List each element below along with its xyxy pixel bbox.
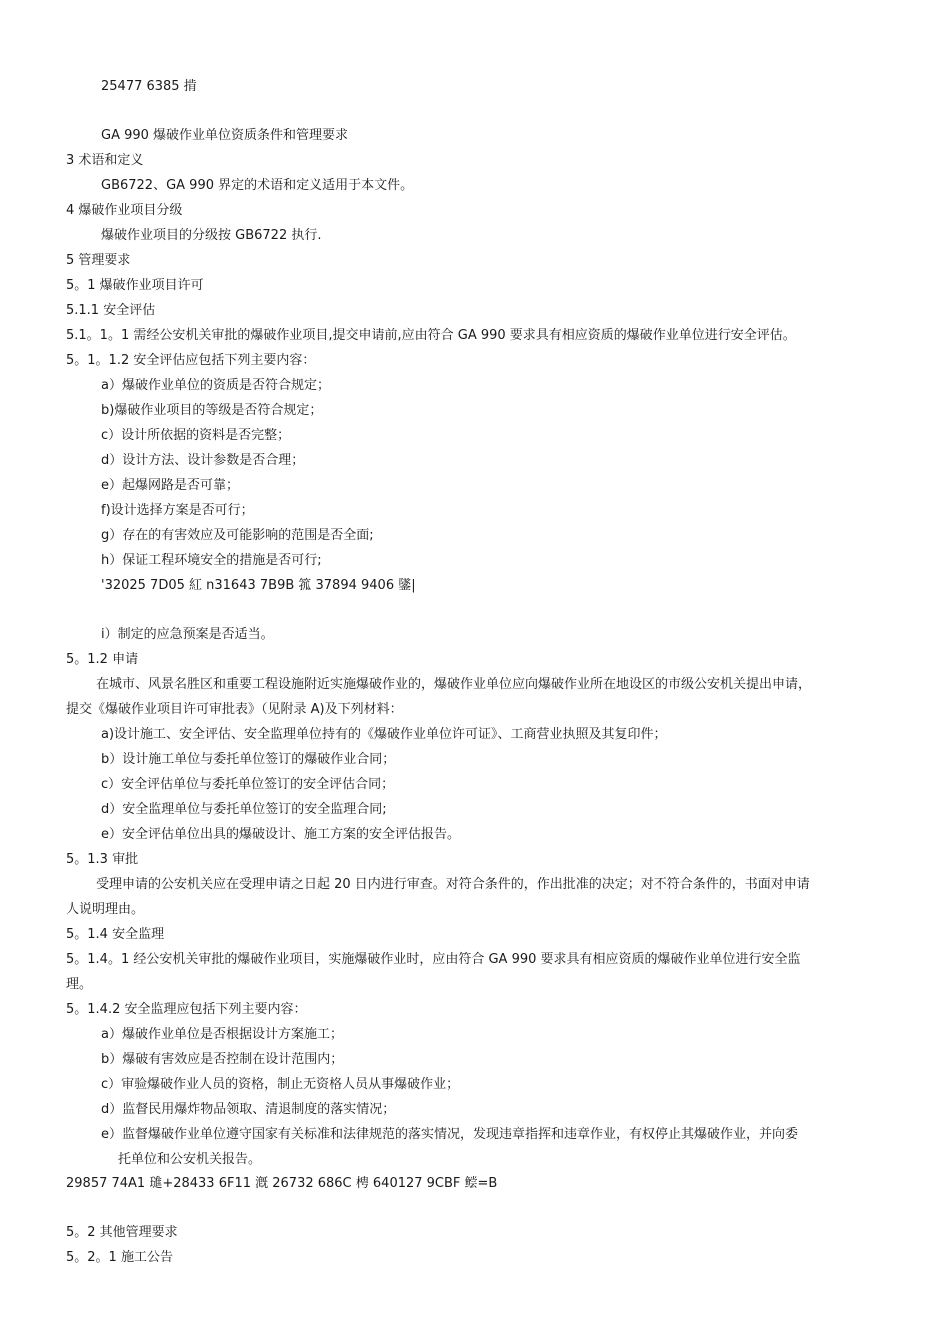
text-line: i）制定的应急预案是否适当。 bbox=[101, 627, 274, 642]
text-line: b）爆破有害效应是否控制在设计范围内； bbox=[101, 1052, 344, 1067]
text-line: f)设计选择方案是否可行； bbox=[101, 503, 254, 518]
text-line: 在城市、风景名胜区和重要工程设施附近实施爆破作业的，爆破作业单位应向爆破作业所在地设区的市级公安机关提出申请， bbox=[96, 677, 812, 692]
text-line: c）审验爆破作业人员的资格，制止无资格人员从事爆破作业； bbox=[101, 1077, 460, 1092]
text-line: d）设计方法、设计参数是否合理； bbox=[101, 453, 305, 468]
text-line: 5。1.4 安全监理 bbox=[66, 927, 165, 942]
text-line: 5。1。1.2 安全评估应包括下列主要内容： bbox=[66, 353, 316, 368]
text-line: b)爆破作业项目的等级是否符合规定； bbox=[101, 403, 323, 418]
text-line: 人说明理由。 bbox=[66, 902, 145, 917]
text-line: 25477 6385 掯 bbox=[101, 79, 197, 94]
text-line: 5。1 爆破作业项目许可 bbox=[66, 278, 204, 293]
text-line: a）爆破作业单位的资质是否符合规定； bbox=[101, 378, 330, 393]
text-line: c）设计所依据的资料是否完整； bbox=[101, 428, 291, 443]
text-line: c）安全评估单位与委托单位签订的安全评估合同； bbox=[101, 777, 395, 792]
text-line: d）安全监理单位与委托单位签订的安全监理合同; bbox=[101, 802, 387, 817]
text-line: 5。1.4.2 安全监理应包括下列主要内容： bbox=[66, 1002, 307, 1017]
text-line: 4 爆破作业项目分级 bbox=[66, 203, 183, 218]
text-line: 5。1.3 审批 bbox=[66, 852, 139, 867]
text-line: e）安全评估单位出具的爆破设计、施工方案的安全评估报告。 bbox=[101, 827, 460, 842]
text-line: GA 990 爆破作业单位资质条件和管理要求 bbox=[101, 128, 349, 143]
text-line: GB6722、GA 990 界定的术语和定义适用于本文件。 bbox=[101, 178, 414, 193]
text-line: 5.1.1 安全评估 bbox=[66, 303, 156, 318]
text-line: a）爆破作业单位是否根据设计方案施工； bbox=[101, 1027, 343, 1042]
text-line: 3 术语和定义 bbox=[66, 153, 144, 168]
text-line: b）设计施工单位与委托单位签订的爆破作业合同； bbox=[101, 752, 396, 767]
text-line: e）起爆网路是否可靠； bbox=[101, 478, 239, 493]
text-line: g）存在的有害效应及可能影响的范围是否全面; bbox=[101, 528, 374, 543]
text-line: 5。1.4。1 经公安机关审批的爆破作业项目，实施爆破作业时，应由符合 GA 990 要求具有相应资质的爆破作业单位进行安全监 bbox=[66, 952, 801, 967]
text-line: 理。 bbox=[66, 977, 93, 992]
text-line: 5.1。1。1 需经公安机关审批的爆破作业项目,提交申请前,应由符合 GA 990 要求具有相应资质的爆破作业单位进行安全评估。 bbox=[66, 328, 796, 343]
text-line: 受理申请的公安机关应在受理申请之日起 20 日内进行审查。对符合条件的，作出批准的决定；对不符合条件的，书面对申请 bbox=[96, 877, 810, 892]
text-line: 5。2 其他管理要求 bbox=[66, 1225, 178, 1240]
text-line: h）保证工程环境安全的措施是否可行; bbox=[101, 553, 322, 568]
text-line: 爆破作业项目的分级按 GB6722 执行. bbox=[101, 228, 322, 243]
text-line: 5。1.2 申请 bbox=[66, 652, 139, 667]
text-line: 5。2。1 施工公告 bbox=[66, 1250, 173, 1265]
text-line: 提交《爆破作业项目许可审批表》（见附录 A)及下列材料： bbox=[66, 702, 403, 717]
text-line: d）监督民用爆炸物品领取、清退制度的落实情况； bbox=[101, 1102, 396, 1117]
text-line: 5 管理要求 bbox=[66, 253, 131, 268]
text-line: e）监督爆破作业单位遵守国家有关标准和法律规范的落实情况，发现违章指挥和违章作业，有权停止其爆破作业，并向委 bbox=[101, 1127, 798, 1142]
text-line: 托单位和公安机关报告。 bbox=[118, 1152, 262, 1167]
text-line: 29857 74A1 璡+28433 6F11 漑 26732 686C 梬 640127 9CBF 鲿=B bbox=[66, 1176, 498, 1191]
text-line: a)设计施工、安全评估、安全监理单位持有的《爆破作业单位许可证》、工商营业执照及其复印件； bbox=[101, 727, 667, 742]
text-line: '32025 7D05 紅 n31643 7B9B 箛 37894 9406 鐆| bbox=[101, 578, 416, 593]
